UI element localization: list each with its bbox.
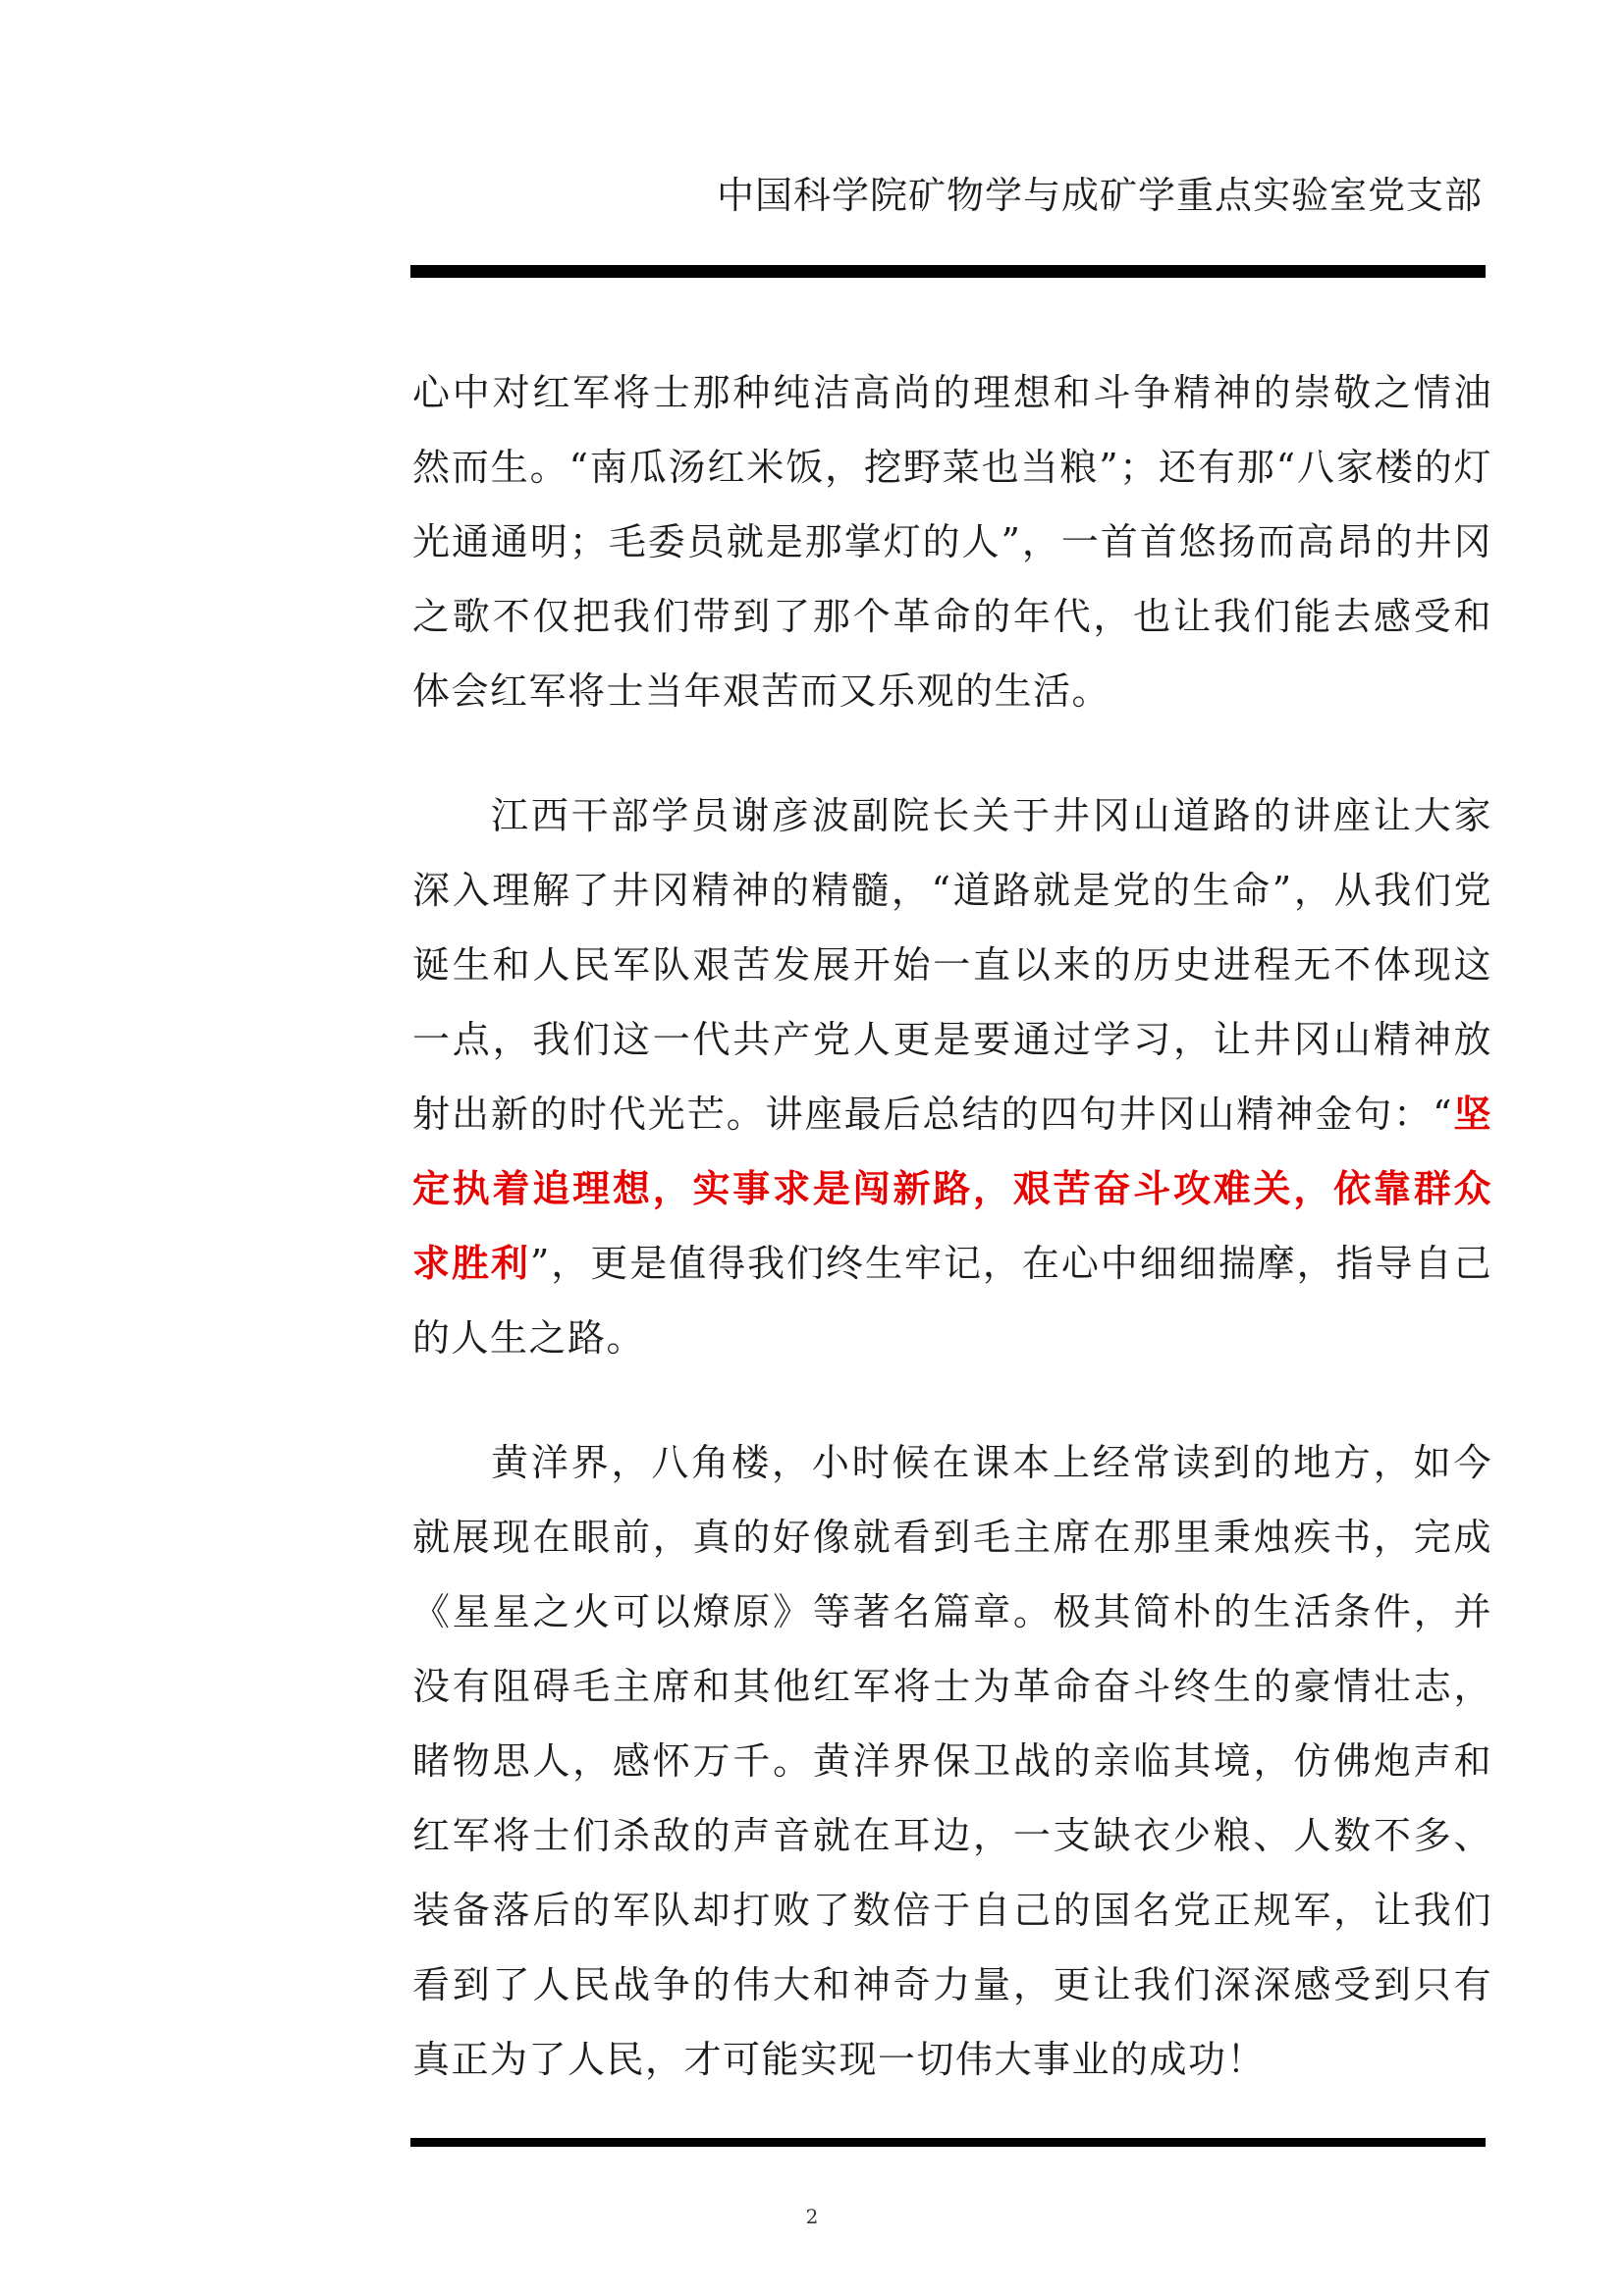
header-divider bbox=[410, 265, 1486, 278]
paragraph-1: 心中对红军将士那种纯洁高尚的理想和斗争精神的崇敬之情油然而生。“南瓜汤红米饭，挖野菜也当粮”；还有那“八家楼的灯光通通明；毛委员就是那掌灯的人”，一首首悠扬而高昂的井冈之歌不仅把我们带到了那个革命的年代，也让我们能去感受和体会红军将士当年艰苦而又乐观的生活。 bbox=[412, 371, 1492, 713]
paragraph-2-text-after: ”，更是值得我们终生牢记，在心中细细揣摩，指导自己的人生之路。 bbox=[412, 1242, 1492, 1360]
paragraph-2 bbox=[412, 778, 1492, 1375]
highlighted-quote: 坚定执着追理想，实事求是闯新路，艰苦奋斗攻难关，依靠群众求胜利 bbox=[412, 1093, 1492, 1285]
paragraph-gap bbox=[412, 728, 1492, 778]
document-body bbox=[412, 355, 1492, 2097]
footer-divider bbox=[410, 2138, 1486, 2147]
page-header-title: 中国科学院矿物学与成矿学重点实验室党支部 bbox=[716, 174, 1483, 217]
paragraph-2-text-before: 江西干部学员谢彦波副院长关于井冈山道路的讲座让大家深入理解了井冈精神的精髓，“道路就是党的生命”，从我们党诞生和人民军队艰苦发展开始一直以来的历史进程无不体现这一点，我们这一代共产党人更是要通过学习，让井冈山精神放射出新的时代光芒。讲座最后总结的四句井冈山精神金句：“ bbox=[412, 794, 1492, 1136]
page-number: 2 bbox=[805, 2205, 819, 2228]
paragraph-3: 黄洋界，八角楼，小时候在课本上经常读到的地方，如今就展现在眼前，真的好像就看到毛主席在那里秉烛疾书，完成《星星之火可以燎原》等著名篇章。极其简朴的生活条件，并没有阻碍毛主席和其他红军将士为革命奋斗终生的豪情壮志，睹物思人，感怀万千。黄洋界保卫战的亲临其境，仿佛炮声和红军将士们杀敌的声音就在耳边，一支缺衣少粮、人数不多、装备落后的军队却打败了数倍于自己的国名党正规军，让我们看到了人民战争的伟大和神奇力量，更让我们深深感受到只有真正为了人民，才可能实现一切伟大事业的成功！ bbox=[412, 1441, 1492, 2081]
paragraph-gap bbox=[412, 1375, 1492, 1425]
